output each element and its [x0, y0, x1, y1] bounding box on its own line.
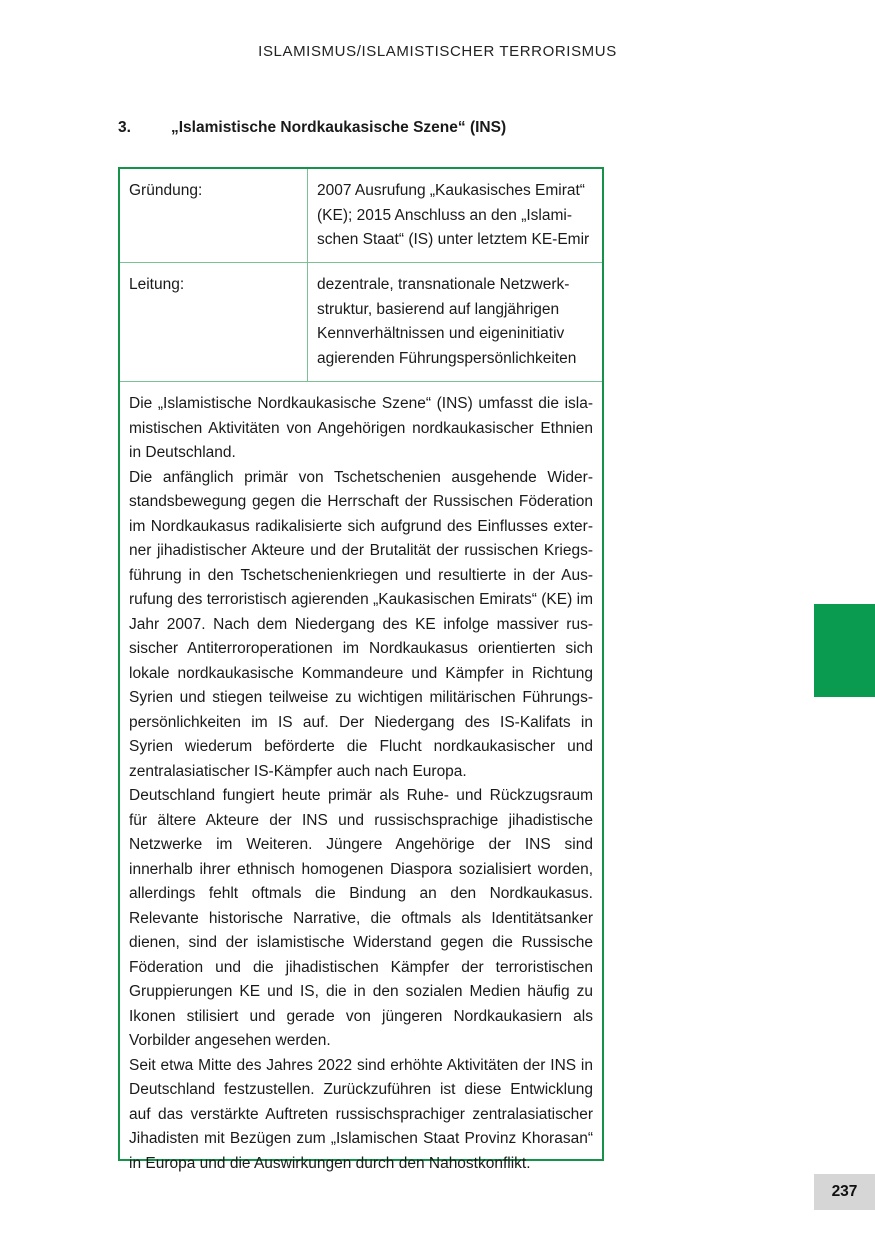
info-row-founding [120, 169, 602, 263]
body-paragraph-history: Die anfänglich primär von Tschetschenien ausgehende Widerstandsbewegung gegen die Herrschaft der Russischen Föderation im Nordkaukasus radikalisierte sich aufgrund des Einflusses externer jihadistischer Akteure und der Brutalität der russischen Kriegsführung in den Tschetschenienkriegen und resultierte in der Ausrufung des terroristisch agierenden „Kaukasischen Emirats“ (KE) im Jahr 2007. Nach dem Niedergang des KE infolge massiver russischer Antiterroroperationen im Nordkaukasus orientierten sich lokale nordkaukasische Kommandeure und Kämpfer in Richtung Syrien und stiegen teilweise zu wichtigen militärischen Führungspersönlichkeiten im IS auf. Der Niedergang des IS-Kalifats in Syrien wiederum beförderte die Flucht nordkaukasischer und zentralasiatischer IS-Kämpfer auch nach Europa. [129, 468, 593, 780]
info-row-leadership [120, 263, 602, 382]
info-value-leadership: dezentrale, transnationale Netzwerkstruktur, basierend auf langjährigen Kennverhältnissen und eigeninitiativ agierenden Führungspersönlichkeiten [317, 276, 577, 367]
page-number: 237 [814, 1174, 875, 1210]
running-header: ISLAMISMUS/ISLAMISTISCHER TERRORISMUS [258, 43, 617, 60]
body-paragraph-recent: Seit etwa Mitte des Jahres 2022 sind erhöhte Aktivitäten der INS in Deutschland festzustellen. Zurückzuführen ist diese Entwicklung auf das verstärkte Auftreten russischsprachiger zentralasiatischer Jihadisten mit Bezügen zum „Islamischen Staat Provinz Khorasan“ in Europa und die Auswirkungen durch den Nahostkonflikt. [129, 1056, 593, 1172]
info-value-founding: 2007 Ausrufung „Kaukasisches Emirat“ (KE); 2015 Anschluss an den „Islamischen Staat“ (IS) unter letztem KE-Emir [317, 182, 590, 249]
section-heading [118, 119, 506, 137]
info-label-leadership: Leitung: [120, 263, 308, 381]
chapter-tab-marker [814, 604, 875, 697]
body-paragraph-intro: Die „Islamistische Nordkaukasische Szene“ (INS) umfasst die islamistischen Aktivitäten von Angehörigen nordkaukasischer Ethnien in Deutschland. [129, 395, 593, 461]
section-title: „Islamistische Nordkaukasische Szene“ (INS) [171, 119, 507, 136]
body-text [120, 382, 602, 1176]
info-label-founding: Gründung: [120, 169, 308, 262]
body-paragraph-germany: Deutschland fungiert heute primär als Ruhe- und Rückzugsraum für ältere Akteure der INS und russischsprachige jihadistische Netzwerke im Weiteren. Jüngere Angehörige der INS sind innerhalb ihrer ethnisch homogenen Diaspora sozialisiert worden, allerdings fehlt oftmals die Bindung an den Nordkaukasus. Relevante historische Narrative, die oftmals als Identitätsanker dienen, sind der islamistische Widerstand gegen die Russische Föderation und die jihadistischen Kämpfer der terroristischen Gruppierungen KE und IS, die in den sozialen Medien häufig zu Ikonen stilisiert und gerade von jüngeren Nordkaukasiern als Vorbilder angesehen werden. [129, 787, 593, 1049]
section-number: 3. [118, 119, 131, 136]
info-box [118, 167, 604, 1172]
